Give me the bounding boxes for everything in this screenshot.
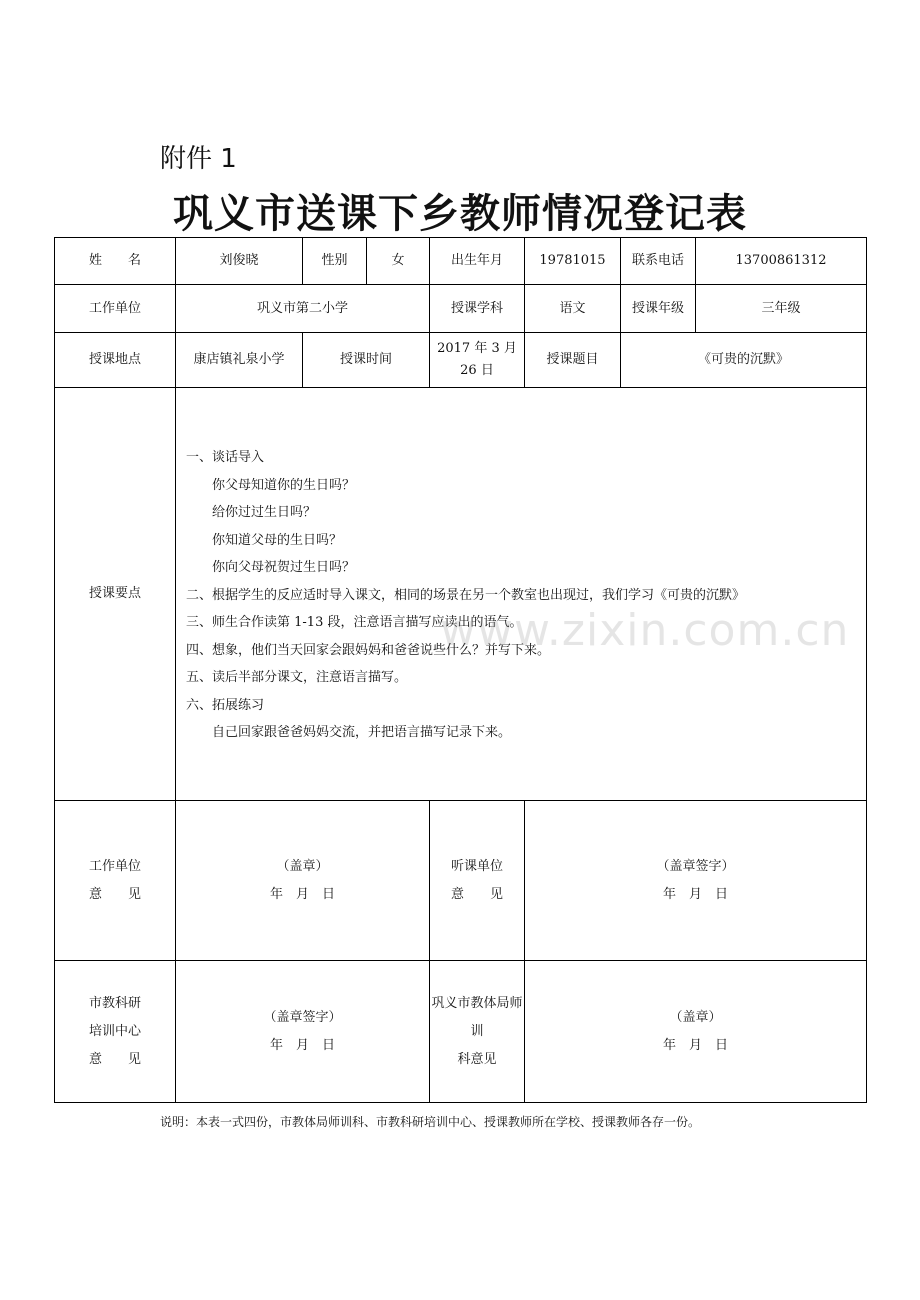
birth-value: 19781015 (525, 238, 621, 285)
footer-note: 说明：本表一式四份，市教体局师训科、市教科研培训中心、授课教师所在学校、授课教师各存一份。 (160, 1115, 701, 1129)
unit-value: 巩义市第二小学 (176, 285, 430, 333)
label-line: 培训中心 (88, 1023, 141, 1039)
points-line: 一、谈话导入 (186, 450, 265, 465)
row-opinions-1 (55, 801, 867, 961)
points-line: 自己回家跟爸爸妈妈交流，并把语言描写记录下来。 (212, 725, 512, 740)
label-line: 意 见 (450, 886, 503, 902)
form-title: 巩义市送课下乡教师情况登记表 (173, 191, 747, 237)
stamp-text: （盖章） (276, 858, 329, 874)
time-value (430, 333, 525, 388)
label-line: 意 见 (88, 1051, 141, 1067)
unit-label: 工作单位 (55, 285, 176, 333)
points-line: 六、拓展练习 (186, 697, 265, 713)
label-line: 科意见 (457, 1051, 497, 1067)
points-line: 你向父母祝贺过生日吗？ (212, 560, 356, 575)
name-value: 刘俊晓 (176, 238, 303, 285)
registration-table (54, 237, 867, 1103)
research-center-opinion-label (55, 961, 176, 1103)
name-label: 姓 名 (55, 238, 176, 285)
work-unit-opinion-stamp (176, 801, 430, 961)
listening-unit-opinion-label (430, 801, 525, 961)
row-lesson-points (55, 388, 867, 801)
phone-value: 13700861312 (696, 238, 867, 285)
birth-label: 出生年月 (430, 238, 525, 285)
row-work-info (55, 285, 867, 333)
date-text: 年 月 日 (269, 886, 335, 902)
research-center-opinion-stamp (176, 961, 430, 1103)
place-label: 授课地点 (55, 333, 176, 388)
date-text: 年 月 日 (662, 1037, 728, 1053)
education-bureau-opinion-label (430, 961, 525, 1103)
watermark: www.zixin.com.cn (440, 605, 850, 656)
date-text: 年 月 日 (269, 1037, 335, 1053)
time-label: 授课时间 (303, 333, 430, 388)
phone-label: 联系电话 (621, 238, 696, 285)
label-line: 听课单位 (450, 858, 503, 874)
date-text: 年 月 日 (662, 886, 728, 902)
stamp-text: （盖章签字） (656, 858, 735, 874)
points-line: 四、想象，他们当天回家会跟妈妈和爸爸说些什么？并写下来。 (186, 642, 551, 658)
row-opinions-2 (55, 961, 867, 1103)
topic-value: 《可贵的沉默》 (621, 333, 867, 388)
time-value-line2: 26 日 (460, 363, 494, 378)
topic-label: 授课题目 (525, 333, 621, 388)
subject-label: 授课学科 (430, 285, 525, 333)
row-basic-info (55, 238, 867, 285)
education-bureau-opinion-stamp (525, 961, 867, 1103)
points-content (176, 388, 867, 801)
gender-label: 性别 (303, 238, 367, 285)
label-line: 意 见 (88, 886, 141, 902)
stamp-text: （盖章签字） (263, 1009, 342, 1025)
points-line: 你知道父母的生日吗？ (212, 532, 343, 548)
grade-value: 三年级 (696, 285, 867, 333)
gender-value: 女 (367, 238, 430, 285)
row-lesson-info (55, 333, 867, 388)
subject-value: 语文 (525, 285, 621, 333)
time-value-line1: 2017 年 3 月 (437, 341, 517, 356)
points-line: 三、师生合作读第 1-13 段，注意语言描写应读出的语气。 (186, 615, 523, 630)
points-label: 授课要点 (55, 388, 176, 801)
points-line: 给你过过生日吗？ (212, 505, 317, 520)
points-line: 二、根据学生的反应适时导入课文，相同的场景在另一个教室也出现过，我们学习《可贵的沉默》 (186, 587, 746, 603)
points-line: 五、读后半部分课文，注意语言描写。 (186, 670, 408, 685)
grade-label: 授课年级 (621, 285, 696, 333)
attachment-label: 附件 1 (160, 144, 237, 174)
place-value: 康店镇礼泉小学 (176, 333, 303, 388)
label-line: 市教科研 (88, 995, 141, 1011)
label-line: 巩义市教体局师训 (431, 995, 523, 1039)
label-line: 工作单位 (88, 858, 141, 874)
listening-unit-opinion-stamp (525, 801, 867, 961)
points-line: 你父母知道你的生日吗？ (212, 477, 356, 493)
work-unit-opinion-label (55, 801, 176, 961)
stamp-text: （盖章） (669, 1009, 722, 1025)
